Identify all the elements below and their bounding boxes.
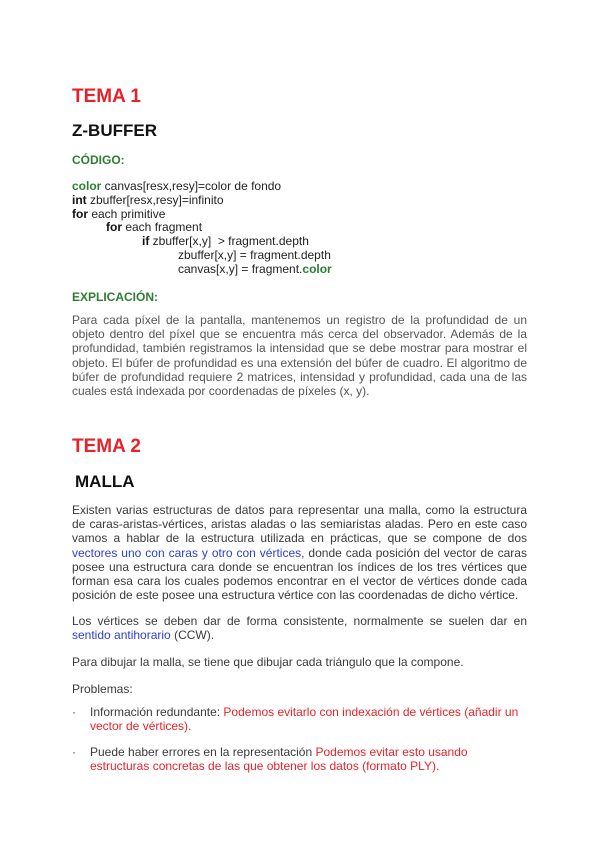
code-line-1: color canvas[resx,resy]=color de fondo bbox=[72, 179, 282, 193]
malla-paragraph-2: Los vértices se deben dar de forma consistente, normalmente se suelen dar en sentido antihorario (CCW). bbox=[72, 614, 527, 643]
code-line-5: if zbuffer[x,y] > fragment.depth bbox=[142, 234, 309, 249]
data-structure-highlight: vectores uno con caras y otro con vértices bbox=[72, 545, 302, 560]
code-label: CÓDIGO: bbox=[72, 153, 125, 167]
winding-highlight: sentido antihorario bbox=[72, 628, 171, 643]
bullet-icon: · bbox=[72, 745, 76, 759]
malla-paragraph-1: Existen varias estructuras de datos para representar una malla, como la estructura de caras-aristas-vértices, aristas aladas o las semiaristas aladas. Pero en este caso vamos a hablar de la estructura utilizada en prácticas, que se compone de dos vectores uno con caras y otro con vértices, donde cada posición del vector de caras posee una estructura cara donde se encuentran los índices de los tres vértices que forman esa cara los cuales podemos encontrar en el vector de vértices donde cada posición de este posee una estructura vértice con las coordenadas de dicho vértice. bbox=[72, 503, 527, 603]
tema1-subtitle: Z-BUFFER bbox=[72, 121, 157, 140]
tema1-title: TEMA 1 bbox=[72, 86, 141, 107]
problems-heading: Problemas: bbox=[72, 682, 133, 696]
explanation-paragraph: Para cada píxel de la pantalla, mantenemos un registro de la profundidad de un objeto dentro del píxel que se encuentra más cerca del observador. Además de la profundidad, también registramos la intensidad que se debe mostrar para mostrar el objeto. El búfer de profundidad es una extensión del búfer de cuadro. El algoritmo de búfer de profundidad requiere 2 matrices, intensidad y profundidad, cada una de las cuales está indexada por coordenadas de píxeles (x, y). bbox=[72, 313, 527, 399]
code-line-7: canvas[x,y] = fragment.color bbox=[178, 261, 332, 276]
code-block bbox=[72, 180, 332, 277]
bullet-icon: · bbox=[72, 705, 76, 719]
tema2-subtitle: MALLA bbox=[75, 472, 135, 491]
document-page: TEMA 1 Z-BUFFER CÓDIGO: color canvas[resx,resy]=color de fondo int zbuffer[resx,resy]=infinito for each primitive for each fragment if zbuffer[x,y] > fragment.depth zbuffer[x,y] = fragment.depth canvas[x,y] = fragment.color EXPLICACIÓN: Para cada píxel de la pantalla, mantenemos un registro de la profundidad de un objeto dentro del píxel que se encuentra más cerca del observador. Además de la profundidad, también registramos la intensidad que se debe mostrar para mostrar el objeto. El búfer de profundidad es una extensión del búfer de cuadro. El algoritmo de búfer de profundidad requiere 2 matrices, intensidad y profundidad, cada una de las cuales está indexada por coordenadas de píxeles (x, y). TEMA 2 MALLA Existen varias estructuras de datos para representar una malla, como la estructura de caras-aristas-vértices, aristas aladas o las semiaristas aladas. Pero en este caso vamos a hablar de la estructura utilizada en prácticas, que se compone de dos vectores uno con caras y otro con vértices, donde cada posición del vector de caras posee una estructura cara donde se encuentran los índices de los tres vértices que forman esa cara los cuales podemos encontrar en el vector de vértices donde cada posición de este posee una estructura vértice con las coordenadas de dicho vértice. Los vértices se deben dar de forma consistente, normalmente se suelen dar en sentido antihorario (CCW). Para dibujar la malla, se tiene que dibujar cada triángulo que la compone. Problemas: · Información redundante: Podemos evitarlo con indexación de vértices (añadir un vector de vértices). · Puede haber errores en la representación Podemos evitar esto usando estructuras concretas de las que obtener los datos (formato PLY). bbox=[72, 86, 527, 774]
malla-paragraph-3: Para dibujar la malla, se tiene que dibujar cada triángulo que la compone. bbox=[72, 655, 464, 669]
code-line-6: zbuffer[x,y] = fragment.depth bbox=[178, 247, 331, 262]
tema2-title: TEMA 2 bbox=[72, 436, 141, 457]
code-line-3: for each primitive bbox=[72, 206, 166, 221]
code-line-4: for each fragment bbox=[106, 220, 203, 235]
code-line-2: int zbuffer[resx,resy]=infinito bbox=[72, 192, 224, 207]
explanation-label: EXPLICACIÓN: bbox=[72, 290, 159, 304]
